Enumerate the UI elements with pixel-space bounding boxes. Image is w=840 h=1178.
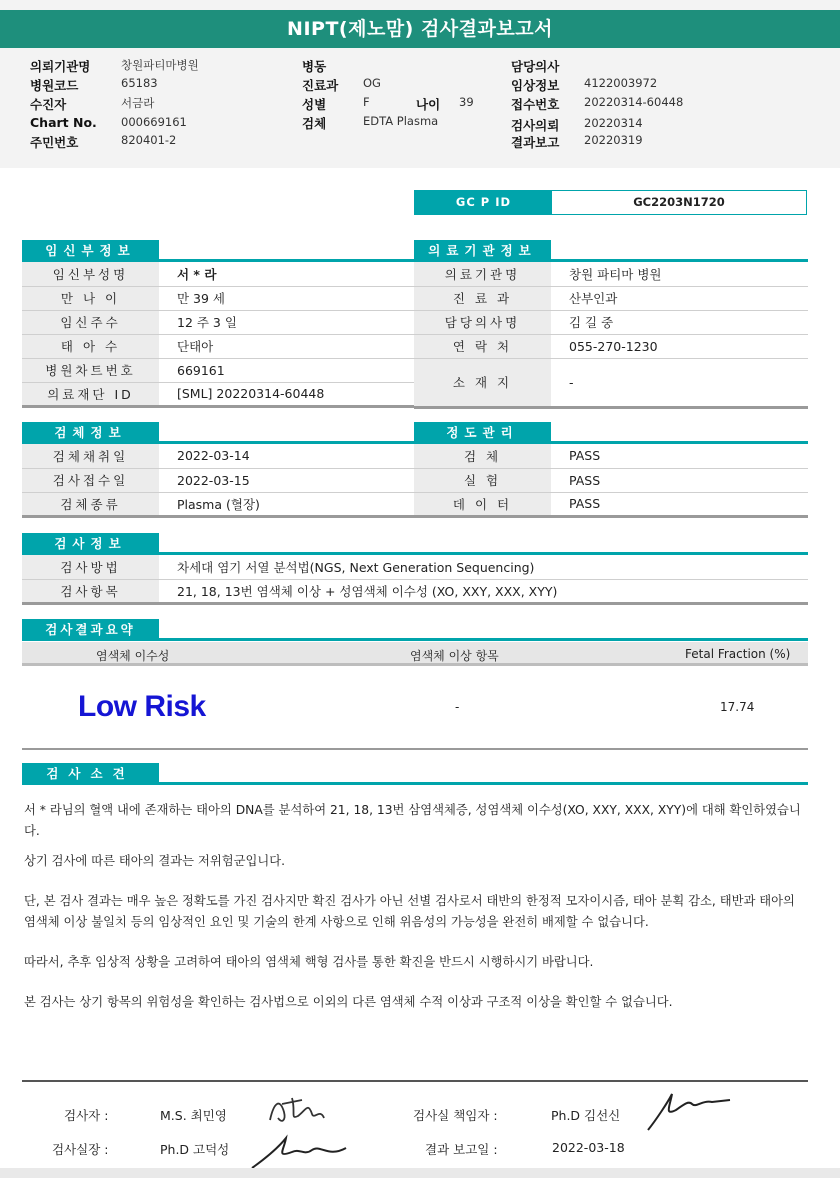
hdr-label: 나이 xyxy=(416,97,441,112)
institution-table xyxy=(414,262,808,409)
row-key: 검사항목 xyxy=(22,579,159,603)
row-key: 연 락 처 xyxy=(414,334,551,358)
table-row xyxy=(414,492,808,516)
row-key: 의료기관명 xyxy=(414,262,551,286)
director-signature xyxy=(246,1128,350,1170)
row-key: 검사접수일 xyxy=(22,468,159,492)
section-title: 검사소견 xyxy=(22,763,159,785)
row-key: 태 아 수 xyxy=(22,334,159,358)
risk-result: Low Risk xyxy=(78,690,206,723)
table-row xyxy=(22,262,415,286)
hdr-value: 820401-2 xyxy=(121,133,177,147)
qc-table xyxy=(414,444,808,518)
director-label: 검사실장 : xyxy=(52,1142,109,1157)
section-institution-header xyxy=(414,240,808,262)
test-table xyxy=(22,555,808,605)
section-title: 검체정보 xyxy=(22,422,159,444)
table-row xyxy=(414,286,808,310)
footer-divider xyxy=(22,1080,808,1082)
table-row xyxy=(22,555,808,579)
hdr-label: 검체 xyxy=(302,116,327,131)
row-value: 2022-03-15 xyxy=(159,468,415,492)
gcp-id-value: GC2203N1720 xyxy=(633,195,725,209)
hdr-label: 결과보고 xyxy=(511,135,560,150)
row-value: 단태아 xyxy=(159,334,415,358)
row-key: 검체종류 xyxy=(22,492,159,516)
hdr-value: 65183 xyxy=(121,76,158,90)
findings-paragraph: 상기 검사에 따른 태아의 결과는 저위험군입니다. xyxy=(24,854,286,868)
section-pregnant-header xyxy=(22,240,415,262)
row-value: PASS xyxy=(551,444,808,468)
hdr-label: 임상정보 xyxy=(511,78,560,93)
table-row xyxy=(414,310,808,334)
row-value: 21, 18, 13번 염색체 이상 + 성염색체 이수성 (XO, XXY, XXX, XYY) xyxy=(159,579,808,603)
gcp-id-label: GC P ID xyxy=(415,191,552,214)
table-row xyxy=(22,382,415,406)
row-key: 실 험 xyxy=(414,468,551,492)
table-row xyxy=(22,310,415,334)
report-date: 2022-03-18 xyxy=(552,1140,625,1155)
hdr-label: 병동 xyxy=(302,59,327,74)
table-row xyxy=(414,468,808,492)
col-abnormal: 염색체 이상 항목 xyxy=(410,649,499,663)
section-title: 검사정보 xyxy=(22,533,159,555)
hdr-value: 창원파티마병원 xyxy=(121,58,199,72)
col-fetal-fraction: Fetal Fraction (%) xyxy=(685,647,791,661)
table-row xyxy=(22,468,415,492)
row-value: 12 주 3 일 xyxy=(159,310,415,334)
hdr-value: F xyxy=(363,95,370,109)
hdr-value: 4122003972 xyxy=(584,76,658,90)
row-value: 김 길 중 xyxy=(551,310,808,334)
hdr-label: 검사의뢰 xyxy=(511,118,560,133)
findings-paragraph: 본 검사는 상기 항목의 위험성을 확인하는 검사법으로 이외의 다른 염색체 수적 이상과 구조적 이상을 확인할 수 없습니다. xyxy=(24,995,673,1009)
table-row xyxy=(414,334,808,358)
hdr-label: 담당의사 xyxy=(511,59,560,74)
lead-signature xyxy=(642,1086,734,1136)
hdr-value: OG xyxy=(363,76,381,90)
row-value: 669161 xyxy=(159,358,415,382)
fetal-fraction-value: 17.74 xyxy=(720,700,755,714)
bottom-margin xyxy=(0,1168,840,1178)
hdr-label: 병원코드 xyxy=(30,78,79,93)
report-header xyxy=(0,54,840,154)
row-value: PASS xyxy=(551,492,808,516)
report-date-label: 결과 보고일 : xyxy=(425,1142,498,1157)
row-value: 산부인과 xyxy=(551,286,808,310)
section-title: 검사결과요약 xyxy=(22,619,159,641)
table-row xyxy=(22,444,415,468)
row-value: 차세대 염기 서열 분석법(NGS, Next Generation Sequencing) xyxy=(159,555,808,579)
lead-name: Ph.D 김선신 xyxy=(551,1108,621,1123)
row-key: 검사방법 xyxy=(22,555,159,579)
row-value: 만 39 세 xyxy=(159,286,415,310)
table-row xyxy=(414,444,808,468)
row-value: Plasma (혈장) xyxy=(159,492,415,516)
pregnant-table xyxy=(22,262,415,408)
row-value: 창원 파티마 병원 xyxy=(551,262,808,286)
row-key: 담당의사명 xyxy=(414,310,551,334)
row-value: [SML] 20220314-60448 xyxy=(159,382,415,406)
tester-signature xyxy=(262,1090,332,1130)
hdr-label: 접수번호 xyxy=(511,97,560,112)
row-value: 055-270-1230 xyxy=(551,334,808,358)
row-value: PASS xyxy=(551,468,808,492)
section-specimen-header xyxy=(22,422,415,444)
row-key: 의료재단 ID xyxy=(22,382,159,406)
hdr-label: 성별 xyxy=(302,97,327,112)
row-key: 임신부성명 xyxy=(22,262,159,286)
row-value: 2022-03-14 xyxy=(159,444,415,468)
col-aneuploidy: 염색체 이수성 xyxy=(96,649,170,663)
row-value: 서 * 라 xyxy=(159,262,415,286)
summary-result-row xyxy=(22,668,808,750)
tester-name: M.S. 최민영 xyxy=(160,1108,227,1123)
hdr-value: EDTA Plasma xyxy=(363,114,439,128)
table-row xyxy=(22,358,415,382)
section-title: 정도관리 xyxy=(414,422,551,444)
hdr-label: 진료과 xyxy=(302,78,339,93)
hdr-label: Chart No. xyxy=(30,115,97,130)
row-key: 검체채취일 xyxy=(22,444,159,468)
hdr-value: 20220314-60448 xyxy=(584,95,684,109)
row-key: 병원차트번호 xyxy=(22,358,159,382)
hdr-value: 39 xyxy=(459,95,474,109)
hdr-label: 주민번호 xyxy=(30,135,79,150)
findings-paragraph: 서 * 라님의 혈액 내에 존재하는 태아의 DNA를 분석하여 21, 18, 13번 삼염색체증, 성염색체 이수성(XO, XXY, XXX, XYY)에 대해 확인하였습니다. xyxy=(24,803,801,838)
section-qc-header xyxy=(414,422,808,444)
row-value: - xyxy=(551,358,808,407)
table-row xyxy=(22,579,808,603)
director-name: Ph.D 고덕성 xyxy=(160,1142,230,1157)
tester-label: 검사자 : xyxy=(64,1108,109,1123)
row-key: 만 나 이 xyxy=(22,286,159,310)
row-key: 데 이 터 xyxy=(414,492,551,516)
row-key: 소 재 지 xyxy=(414,358,551,407)
table-row xyxy=(22,492,415,516)
section-test-header xyxy=(22,533,808,555)
hdr-value: 20220314 xyxy=(584,116,643,130)
hdr-value: 20220319 xyxy=(584,133,643,147)
section-summary-header xyxy=(22,619,808,641)
lead-label: 검사실 책임자 : xyxy=(413,1108,498,1123)
hdr-value: 서금라 xyxy=(121,96,155,110)
table-row xyxy=(414,262,808,286)
table-row xyxy=(414,358,808,407)
gcp-id-box xyxy=(414,190,807,215)
section-findings-header xyxy=(22,763,808,785)
table-row xyxy=(22,286,415,310)
summary-columns xyxy=(22,642,808,666)
table-row xyxy=(22,334,415,358)
hdr-label: 수진자 xyxy=(30,97,67,112)
hdr-label: 의뢰기관명 xyxy=(30,59,91,74)
hdr-value: 000669161 xyxy=(121,115,187,129)
abnormal-value: - xyxy=(455,700,460,714)
section-title: 의료기관정보 xyxy=(414,240,551,262)
row-key: 진 료 과 xyxy=(414,286,551,310)
row-key: 임신주수 xyxy=(22,310,159,334)
section-title: 임신부정보 xyxy=(22,240,159,262)
report-title: NIPT(제노맘) 검사결과보고서 xyxy=(0,10,840,48)
findings-paragraph: 단, 본 검사 결과는 매우 높은 정확도를 가진 검사지만 확진 검사가 아닌 선별 검사로서 태반의 한정적 모자이시즘, 태아 분획 감소, 태반과 태아의 염색체 이상 불일치 등의 임상적인 요인 및 기술의 한계 사항으로 인해 위음성의 가능성을 완전히 배제할 수 없습니다. xyxy=(24,894,795,929)
row-key: 검 체 xyxy=(414,444,551,468)
specimen-table xyxy=(22,444,415,518)
findings-paragraph: 따라서, 추후 임상적 상황을 고려하여 태아의 염색체 핵형 검사를 통한 확진을 반드시 시행하시기 바랍니다. xyxy=(24,955,594,969)
